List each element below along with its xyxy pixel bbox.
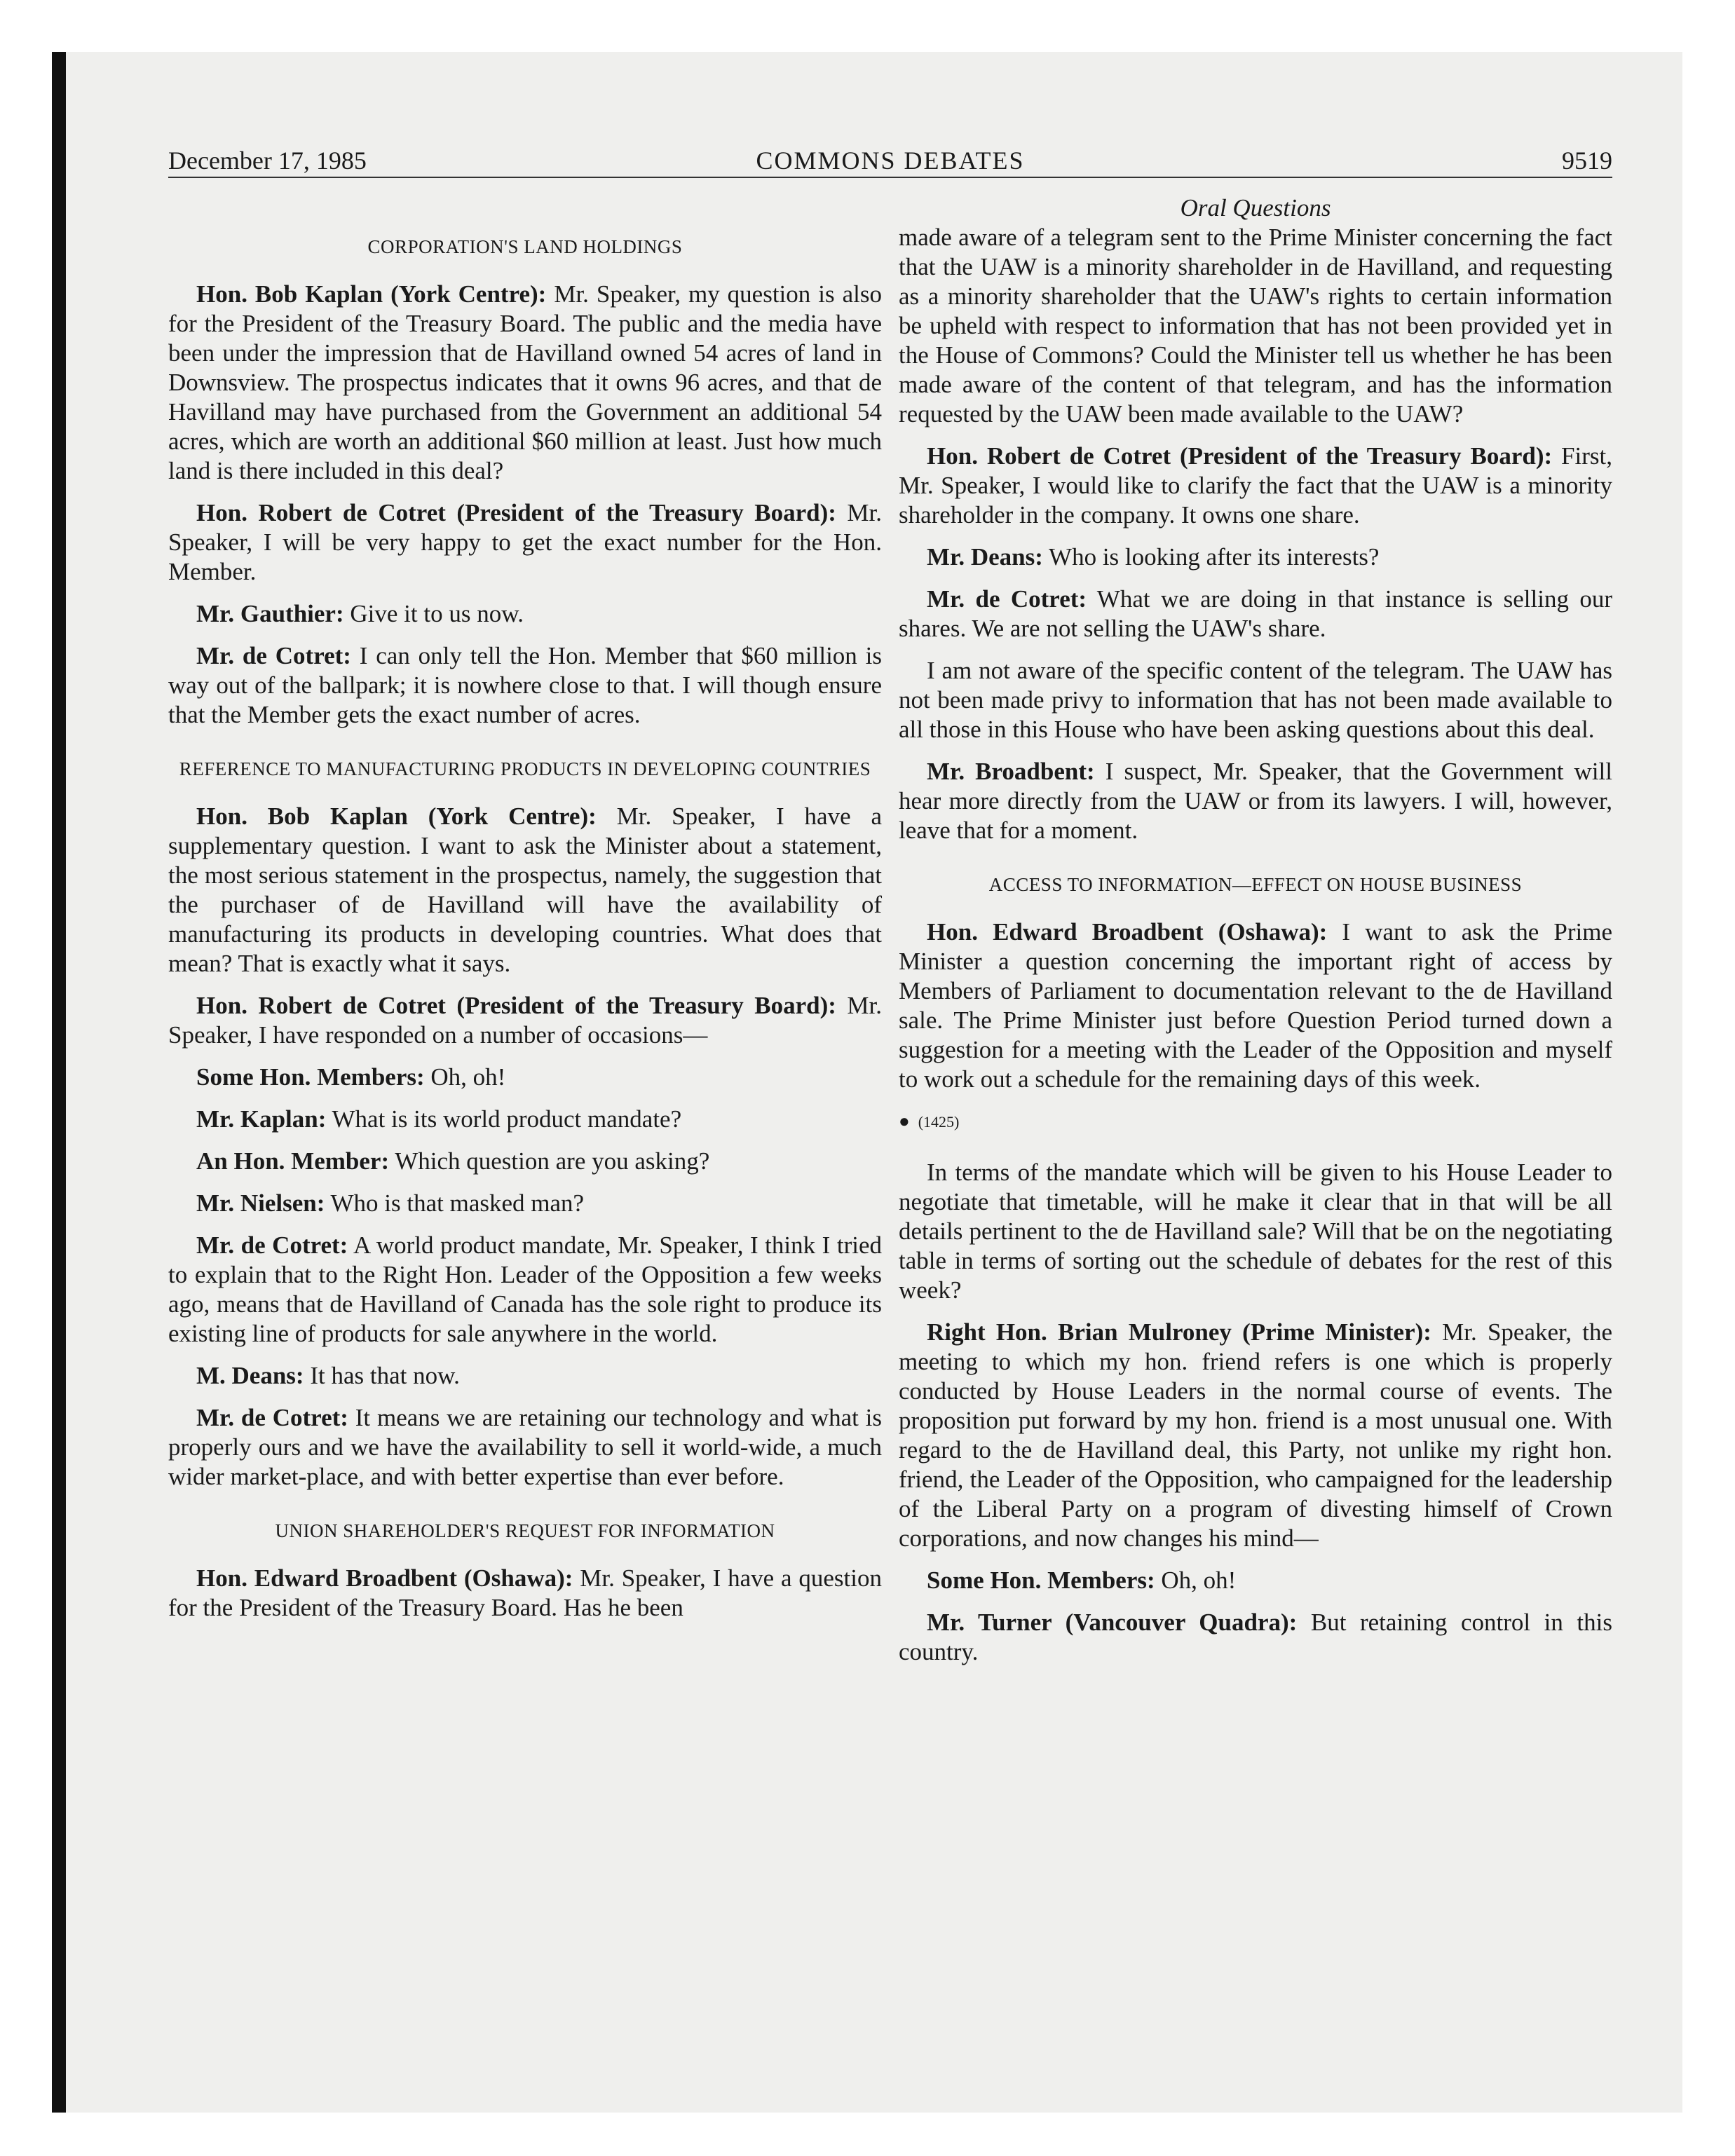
time-marker [899,1107,1612,1137]
section-heading: UNION SHAREHOLDER'S REQUEST FOR INFORMATION [275,1520,775,1541]
debate-paragraph [899,543,1612,572]
scan-binding-edge [52,52,66,2113]
page-header [168,144,1612,178]
header-date: December 17, 1985 [168,146,367,175]
left-column [168,188,882,1635]
debate-paragraph [899,223,1612,429]
debate-paragraph [168,1403,882,1492]
running-head: Oral Questions [1180,194,1331,221]
speaker-name: Mr. Gauthier: [196,600,344,627]
speech-text: In terms of the mandate which will be given to his House Leader to negotiate that timetable, will he make it clear that in that will be all details pertinent to the de Havilland sale? Will that be on the negotiating table in terms of sorting out the schedule of debates for the rest of this week? [899,1159,1612,1304]
section-heading: CORPORATION'S LAND HOLDINGS [367,236,683,257]
time-stamp: (1425) [918,1113,960,1131]
debate-paragraph [899,757,1612,845]
speech-text: What is its world product mandate? [326,1105,682,1133]
speech-text: I want to ask the Prime Minister a question concerning the important right of access by Members of Parliament to documentation relevant to the de Havilland sale. The Prime Minister just before Question Period turned down a suggestion for a meeting with the Leader of the Opposition and myself to work out a schedule for the remaining days of this week. [899,918,1612,1093]
speech-text: Mr. Speaker, I have a supplementary question. I want to ask the Minister about a statement, the most serious statement in the prospectus, namely, the suggestion that the purchaser of de Havilland will have the availability of manufacturing its products in developing countries. What does that mean? That is exactly what it says. [168,803,883,977]
speech-text: made aware of a telegram sent to the Prime Minister concerning the fact that the UAW is a minority shareholder in de Havilland, and requesting as a minority shareholder that the UAW's rights to certain information be upheld with respect to information that has not been provided yet in the House of Commons? Could the Minister tell us whether he has been made aware of the content of that telegram, and has the information requested by the UAW been made available to the UAW? [899,224,1612,428]
speech-text: It means we are retaining our technology and what is properly ours and we have the availability to sell it world-wide, a much wider market-place, and with better expertise than ever before. [168,1404,882,1490]
speech-text: Mr. Speaker, I will be very happy to get the exact number for the Hon. Member. [168,499,882,585]
speech-text: Mr. Speaker, the meeting to which my hon. friend refers is one which is properly conducted by House Leaders in the normal course of events. The proposition put forward by my hon. friend is a most unusual one. With regard to the de Havilland deal, this Party, not unlike my right hon. friend, the Leader of the Opposition, who campaigned for the leadership of the Liberal Party on a program of divesting himself of Crown corporations, and now changes his mind— [899,1318,1612,1552]
debate-paragraph [168,1564,882,1623]
speaker-name: Hon. Robert de Cotret (President of the Treasury Board): [196,499,836,526]
debate-paragraph [168,641,882,730]
debate-paragraph [899,1608,1612,1667]
speaker-name: Hon. Robert de Cotret (President of the Treasury Board): [927,442,1553,470]
debate-paragraph [899,1566,1612,1595]
debate-paragraph [168,498,882,587]
speaker-name: Mr. de Cotret: [196,1404,348,1431]
speaker-name: Mr. de Cotret: [196,1231,348,1259]
speaker-name: Hon. Edward Broadbent (Oshawa): [196,1564,573,1592]
speaker-name: Hon. Edward Broadbent (Oshawa): [927,918,1328,946]
debate-paragraph [899,585,1612,643]
section-heading: ACCESS TO INFORMATION—EFFECT ON HOUSE BUSINESS [988,874,1523,895]
speaker-name: Hon. Bob Kaplan (York Centre): [196,280,547,308]
debate-paragraph [899,1318,1612,1553]
speaker-name: Mr. Deans: [927,543,1043,571]
speech-text: Who is looking after its interests? [1042,543,1380,571]
debate-paragraph [168,1231,882,1349]
debate-paragraph [168,1063,882,1092]
speech-text: I suspect, Mr. Speaker, that the Government will hear more directly from the UAW or from its lawyers. I will, however, leave that for a moment. [899,758,1612,844]
speech-text: Oh, oh! [424,1063,506,1091]
speaker-name: M. Deans: [196,1362,304,1389]
debate-paragraph [899,442,1612,530]
speaker-name: Mr. Broadbent: [927,758,1095,785]
debate-paragraph [168,1105,882,1134]
speech-text: Who is that masked man? [325,1189,585,1217]
speaker-name: An Hon. Member: [196,1147,390,1175]
speech-text: I can only tell the Hon. Member that $60 million is way out of the ballpark; it is nowhere close to that. I will though ensure that the Member gets the exact number of acres. [168,642,882,728]
speech-text: But retaining control in this country. [899,1609,1612,1665]
header-page-number: 9519 [1562,146,1612,175]
debate-paragraph [168,802,882,978]
right-column [899,188,1612,1679]
speaker-name: Hon. Bob Kaplan (York Centre): [196,803,597,830]
speech-text: What we are doing in that instance is selling our shares. We are not selling the UAW's share. [899,585,1612,642]
bullet-icon: ● [899,1111,910,1131]
debate-paragraph [168,1147,882,1176]
speech-text: Mr. Speaker, I have a question for the President of the Treasury Board. Has he been [168,1564,882,1621]
debate-paragraph [168,280,882,486]
speaker-name: Some Hon. Members: [196,1063,425,1091]
speech-text: Which question are you asking? [389,1147,710,1175]
speech-text: Oh, oh! [1155,1567,1237,1594]
debate-paragraph [168,1189,882,1218]
speech-text: It has that now. [304,1362,460,1389]
debate-paragraph [899,1158,1612,1305]
speech-text: I am not aware of the specific content of the telegram. The UAW has not been made privy to information that has not been made available to all those in this House who have been asking questions about this deal. [899,657,1612,743]
speech-text: First, Mr. Speaker, I would like to clarify the fact that the UAW is a minority shareholder in the company. It owns one share. [899,442,1612,528]
speech-text: Mr. Speaker, I have responded on a number of occasions— [168,992,882,1049]
speech-text: Give it to us now. [343,600,524,627]
speaker-name: Mr. de Cotret: [196,642,351,669]
speaker-name: Right Hon. Brian Mulroney (Prime Minister): [927,1318,1431,1346]
debate-paragraph [168,599,882,629]
speaker-name: Mr. de Cotret: [927,585,1087,613]
debate-paragraph [899,917,1612,1094]
speech-text: Mr. Speaker, my question is also for the President of the Treasury Board. The public and the media have been under the impression that de Havilland owned 54 acres of land in Downsview. The prospectus indicates that it owns 96 acres, and that de Havilland may have purchased from the Government an additional 54 acres, which are worth an additional $60 million at least. Just how much land is there included in this deal? [168,280,882,484]
speaker-name: Some Hon. Members: [927,1567,1155,1594]
header-journal-title: COMMONS DEBATES [756,146,1025,175]
speaker-name: Hon. Robert de Cotret (President of the Treasury Board): [196,992,836,1019]
speaker-name: Mr. Nielsen: [196,1189,325,1217]
debate-paragraph [899,656,1612,744]
debate-paragraph [168,1361,882,1391]
speaker-name: Mr. Kaplan: [196,1105,327,1133]
speaker-name: Mr. Turner (Vancouver Quadra): [927,1609,1298,1636]
speech-text: A world product mandate, Mr. Speaker, I think I tried to explain that to the Right Hon. Leader of the Opposition a few weeks ago, means that de Havilland of Canada has the sole right to produce its existing line of products for sale anywhere in the world. [168,1231,882,1347]
debate-paragraph [168,991,882,1050]
section-heading: REFERENCE TO MANUFACTURING PRODUCTS IN DEVELOPING COUNTRIES [179,758,871,779]
